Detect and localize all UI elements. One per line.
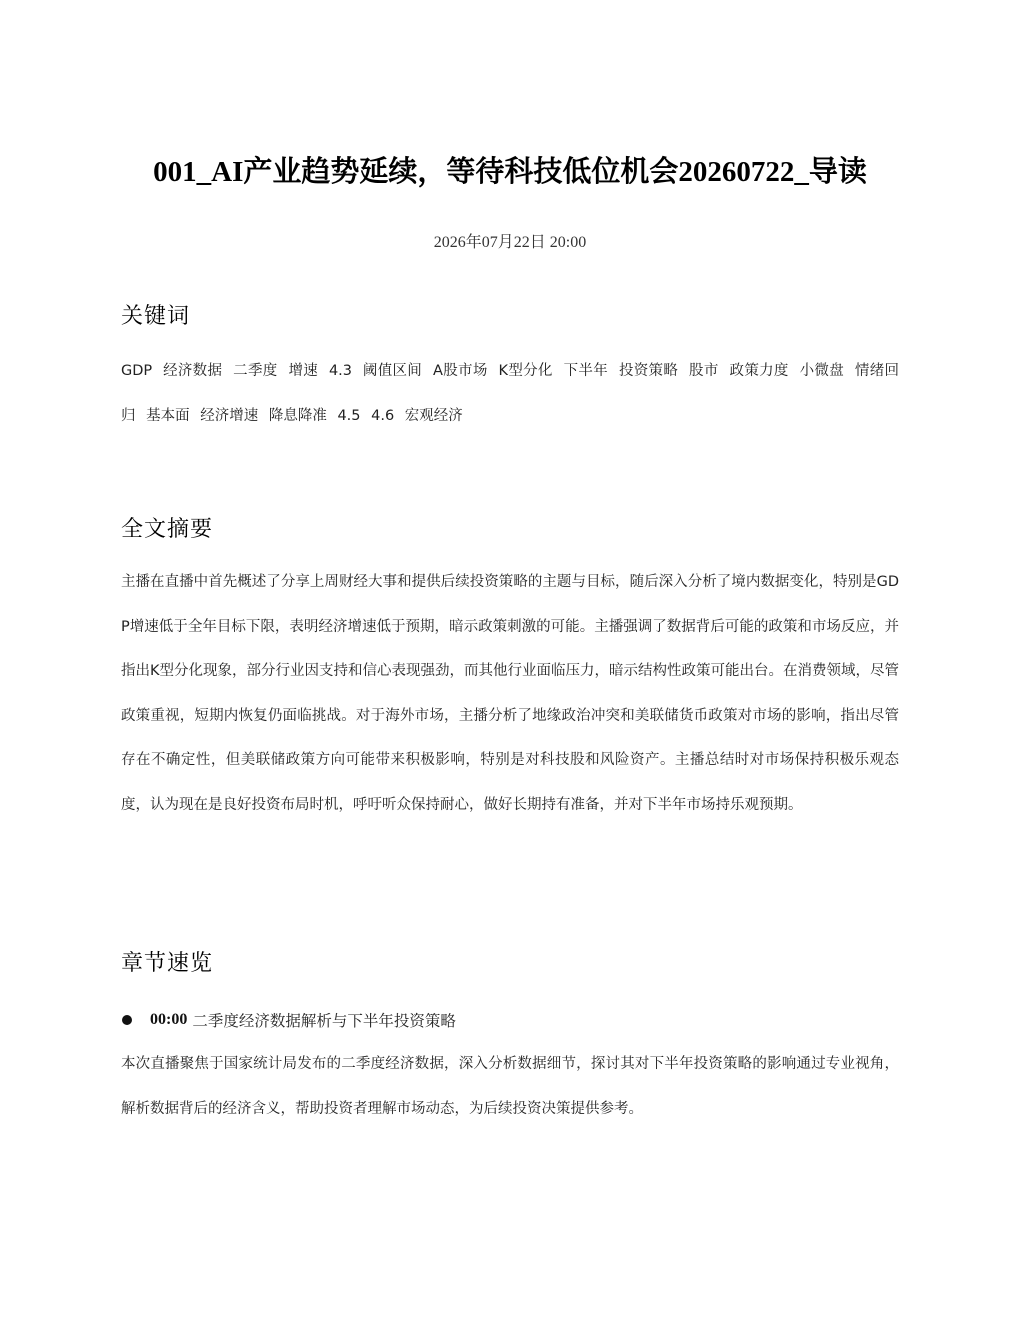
document-date: 2026年07月22日 20:00 [433, 234, 587, 251]
keyword-tag: 基本面 [146, 407, 190, 424]
keyword-tag: 政策力度 [729, 363, 789, 379]
bullet-icon [122, 1015, 132, 1025]
keyword-tag: 情绪回归 [121, 363, 900, 424]
keyword-tag: 增速 [288, 363, 319, 379]
keywords-heading: 关键词 [121, 304, 191, 329]
keyword-tag: K型分化 [498, 363, 553, 379]
keyword-tag: 下半年 [563, 363, 609, 379]
keyword-tag: 小微盘 [799, 363, 845, 379]
chapter-description: 本次直播聚焦于国家统计局发布的二季度经济数据，深入分析数据细节，探讨其对下半年投资策略的影响通过专业视角，解析数据背后的经济含义，帮助投资者理解市场动态，为后续投资决策提供参考。 [121, 1056, 899, 1117]
keyword-tag: GDP [121, 363, 153, 379]
keyword-tag: 宏观经济 [404, 407, 463, 424]
document-title: 001_AI产业趋势延续，等待科技低位机会20260722_导读 [153, 156, 867, 188]
chapters-heading: 章节速览 [121, 951, 214, 976]
keyword-tag: 经济增速 [200, 407, 259, 424]
keyword-tag: A股市场 [433, 363, 488, 379]
keyword-tag: 降息降准 [268, 407, 327, 424]
keyword-list [121, 349, 899, 438]
keyword-tag: 投资策略 [618, 363, 679, 379]
keyword-tag: 4.5 [337, 407, 361, 424]
chapter-title: 二季度经济数据解析与下半年投资策略 [192, 1012, 456, 1030]
keyword-tag: 二季度 [233, 363, 278, 379]
summary-heading: 全文摘要 [121, 517, 214, 542]
chapter-time: 00:00 [150, 1011, 188, 1028]
keyword-tag: 4.3 [328, 363, 353, 379]
keyword-tag: 经济数据 [163, 363, 223, 379]
chapter-item [121, 1006, 899, 1034]
keyword-tag: 股市 [689, 363, 719, 379]
keyword-tag: 阈值区间 [362, 363, 423, 379]
summary-paragraph: 主播在直播中首先概述了分享上周财经大事和提供后续投资策略的主题与目标，随后深入分析了境内数据变化，特别是GDP增速低于全年目标下限，表明经济增速低于预期，暗示政策刺激的可能。主播强调了数据背后可能的政策和市场反应，并指出K型分化现象，部分行业因支持和信心表现强劲，而其他行业面临压力，暗示结构性政策可能出台。在消费领域，尽管政策重视，短期内恢复仍面临挑战。对于海外市场，主播分析了地缘政治冲突和美联储货币政策对市场的影响，指出尽管存在不确定性，但美联储政策方向可能带来积极影响，特别是对科技股和风险资产。主播总结时对市场保持积极乐观态度，认为现在是良好投资布局时机，呼吁听众保持耐心，做好长期持有准备，并对下半年市场持乐观预期。 [121, 574, 900, 813]
keyword-tag: 4.6 [371, 407, 395, 424]
